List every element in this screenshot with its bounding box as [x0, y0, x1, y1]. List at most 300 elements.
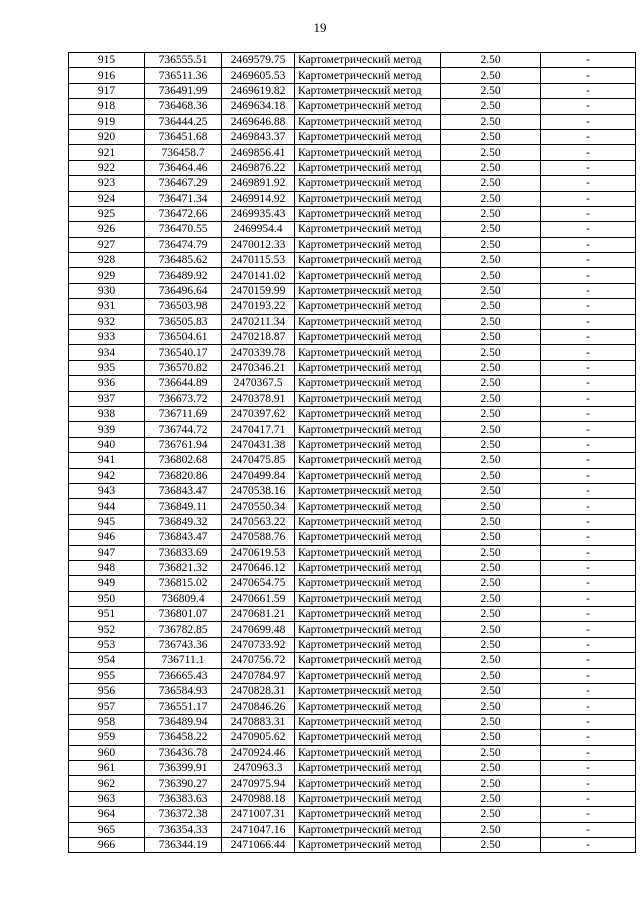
y-coordinate-cell: 2470963.3 — [222, 760, 295, 775]
method-cell: Картометрический метод — [295, 622, 441, 637]
table-row — [69, 222, 636, 237]
y-coordinate-cell: 2470699.48 — [222, 622, 295, 637]
method-cell: Картометрический метод — [295, 145, 441, 160]
accuracy-cell: 2.50 — [441, 545, 541, 560]
method-cell: Картометрический метод — [295, 253, 441, 268]
table-row — [69, 145, 636, 160]
y-coordinate-cell: 2471047.16 — [222, 822, 295, 837]
y-coordinate-cell: 2470475.85 — [222, 453, 295, 468]
description-cell: - — [541, 191, 636, 206]
table-row — [69, 653, 636, 668]
table-row — [69, 283, 636, 298]
description-cell: - — [541, 576, 636, 591]
x-coordinate-cell: 736474.79 — [145, 237, 222, 252]
x-coordinate-cell: 736843.47 — [145, 483, 222, 498]
point-number-cell: 920 — [69, 129, 145, 144]
description-cell: - — [541, 591, 636, 606]
y-coordinate-cell: 2470193.22 — [222, 299, 295, 314]
method-cell: Картометрический метод — [295, 545, 441, 560]
point-number-cell: 957 — [69, 699, 145, 714]
accuracy-cell: 2.50 — [441, 268, 541, 283]
point-number-cell: 931 — [69, 299, 145, 314]
description-cell: - — [541, 145, 636, 160]
description-cell: - — [541, 607, 636, 622]
point-number-cell: 942 — [69, 468, 145, 483]
x-coordinate-cell: 736383.63 — [145, 791, 222, 806]
x-coordinate-cell: 736849.32 — [145, 514, 222, 529]
point-number-cell: 963 — [69, 791, 145, 806]
description-cell: - — [541, 53, 636, 68]
description-cell: - — [541, 730, 636, 745]
method-cell: Картометрический метод — [295, 499, 441, 514]
x-coordinate-cell: 736470.55 — [145, 222, 222, 237]
accuracy-cell: 2.50 — [441, 283, 541, 298]
description-cell: - — [541, 99, 636, 114]
x-coordinate-cell: 736665.43 — [145, 668, 222, 683]
description-cell: - — [541, 360, 636, 375]
point-number-cell: 941 — [69, 453, 145, 468]
x-coordinate-cell: 736743.36 — [145, 637, 222, 652]
description-cell: - — [541, 176, 636, 191]
x-coordinate-cell: 736849.11 — [145, 499, 222, 514]
point-number-cell: 949 — [69, 576, 145, 591]
accuracy-cell: 2.50 — [441, 453, 541, 468]
method-cell: Картометрический метод — [295, 83, 441, 98]
point-number-cell: 916 — [69, 68, 145, 83]
description-cell: - — [541, 745, 636, 760]
x-coordinate-cell: 736815.02 — [145, 576, 222, 591]
accuracy-cell: 2.50 — [441, 391, 541, 406]
page-number: 19 — [313, 20, 327, 35]
table-row — [69, 776, 636, 791]
table-row — [69, 129, 636, 144]
method-cell: Картометрический метод — [295, 637, 441, 652]
point-number-cell: 965 — [69, 822, 145, 837]
method-cell: Картометрический метод — [295, 607, 441, 622]
y-coordinate-cell: 2469646.88 — [222, 114, 295, 129]
accuracy-cell: 2.50 — [441, 576, 541, 591]
table-row — [69, 714, 636, 729]
method-cell: Картометрический метод — [295, 268, 441, 283]
method-cell: Картометрический метод — [295, 406, 441, 421]
point-number-cell: 966 — [69, 837, 145, 852]
accuracy-cell: 2.50 — [441, 530, 541, 545]
method-cell: Картометрический метод — [295, 453, 441, 468]
y-coordinate-cell: 2470619.53 — [222, 545, 295, 560]
table-row — [69, 591, 636, 606]
point-number-cell: 939 — [69, 422, 145, 437]
description-cell: - — [541, 791, 636, 806]
method-cell: Картометрический метод — [295, 668, 441, 683]
x-coordinate-cell: 736489.92 — [145, 268, 222, 283]
x-coordinate-cell: 736372.38 — [145, 807, 222, 822]
description-cell: - — [541, 483, 636, 498]
x-coordinate-cell: 736644.89 — [145, 376, 222, 391]
x-coordinate-cell: 736464.46 — [145, 160, 222, 175]
x-coordinate-cell: 736390.27 — [145, 776, 222, 791]
description-cell: - — [541, 391, 636, 406]
method-cell: Картометрический метод — [295, 560, 441, 575]
method-cell: Картометрический метод — [295, 314, 441, 329]
point-number-cell: 961 — [69, 760, 145, 775]
description-cell: - — [541, 653, 636, 668]
method-cell: Картометрический метод — [295, 807, 441, 822]
accuracy-cell: 2.50 — [441, 684, 541, 699]
x-coordinate-cell: 736801.07 — [145, 607, 222, 622]
accuracy-cell: 2.50 — [441, 83, 541, 98]
y-coordinate-cell: 2470828.31 — [222, 684, 295, 699]
point-number-cell: 927 — [69, 237, 145, 252]
table-row — [69, 406, 636, 421]
description-cell: - — [541, 268, 636, 283]
table-row — [69, 730, 636, 745]
y-coordinate-cell: 2469954.4 — [222, 222, 295, 237]
point-number-cell: 928 — [69, 253, 145, 268]
point-number-cell: 926 — [69, 222, 145, 237]
x-coordinate-cell: 736584.93 — [145, 684, 222, 699]
description-cell: - — [541, 345, 636, 360]
table-row — [69, 160, 636, 175]
table-row — [69, 483, 636, 498]
method-cell: Картометрический метод — [295, 576, 441, 591]
x-coordinate-cell: 736782.85 — [145, 622, 222, 637]
accuracy-cell: 2.50 — [441, 699, 541, 714]
method-cell: Картометрический метод — [295, 745, 441, 760]
table-row — [69, 437, 636, 452]
x-coordinate-cell: 736496.64 — [145, 283, 222, 298]
accuracy-cell: 2.50 — [441, 607, 541, 622]
table-row — [69, 53, 636, 68]
accuracy-cell: 2.50 — [441, 191, 541, 206]
method-cell: Картометрический метод — [295, 468, 441, 483]
point-number-cell: 930 — [69, 283, 145, 298]
method-cell: Картометрический метод — [295, 237, 441, 252]
method-cell: Картометрический метод — [295, 283, 441, 298]
table-row — [69, 576, 636, 591]
y-coordinate-cell: 2470397.62 — [222, 406, 295, 421]
y-coordinate-cell: 2470367.5 — [222, 376, 295, 391]
table-row — [69, 499, 636, 514]
y-coordinate-cell: 2470431.38 — [222, 437, 295, 452]
point-number-cell: 952 — [69, 622, 145, 637]
point-number-cell: 951 — [69, 607, 145, 622]
x-coordinate-cell: 736458.22 — [145, 730, 222, 745]
point-number-cell: 936 — [69, 376, 145, 391]
coordinates-table — [68, 52, 636, 853]
description-cell: - — [541, 114, 636, 129]
accuracy-cell: 2.50 — [441, 253, 541, 268]
y-coordinate-cell: 2470975.94 — [222, 776, 295, 791]
y-coordinate-cell: 2470417.71 — [222, 422, 295, 437]
table-row — [69, 468, 636, 483]
method-cell: Картометрический метод — [295, 760, 441, 775]
accuracy-cell: 2.50 — [441, 837, 541, 852]
method-cell: Картометрический метод — [295, 437, 441, 452]
description-cell: - — [541, 530, 636, 545]
x-coordinate-cell: 736451.68 — [145, 129, 222, 144]
y-coordinate-cell: 2469579.75 — [222, 53, 295, 68]
y-coordinate-cell: 2470846.26 — [222, 699, 295, 714]
point-number-cell: 938 — [69, 406, 145, 421]
accuracy-cell: 2.50 — [441, 99, 541, 114]
accuracy-cell: 2.50 — [441, 791, 541, 806]
y-coordinate-cell: 2470924.46 — [222, 745, 295, 760]
description-cell: - — [541, 684, 636, 699]
accuracy-cell: 2.50 — [441, 206, 541, 221]
table-row — [69, 514, 636, 529]
accuracy-cell: 2.50 — [441, 160, 541, 175]
x-coordinate-cell: 736761.94 — [145, 437, 222, 452]
table-row — [69, 545, 636, 560]
y-coordinate-cell: 2469856.41 — [222, 145, 295, 160]
description-cell: - — [541, 468, 636, 483]
point-number-cell: 950 — [69, 591, 145, 606]
description-cell: - — [541, 376, 636, 391]
accuracy-cell: 2.50 — [441, 437, 541, 452]
x-coordinate-cell: 736503.98 — [145, 299, 222, 314]
table-row — [69, 637, 636, 652]
description-cell: - — [541, 560, 636, 575]
method-cell: Картометрический метод — [295, 776, 441, 791]
x-coordinate-cell: 736354.33 — [145, 822, 222, 837]
accuracy-cell: 2.50 — [441, 760, 541, 775]
method-cell: Картометрический метод — [295, 822, 441, 837]
accuracy-cell: 2.50 — [441, 345, 541, 360]
description-cell: - — [541, 699, 636, 714]
accuracy-cell: 2.50 — [441, 822, 541, 837]
accuracy-cell: 2.50 — [441, 53, 541, 68]
x-coordinate-cell: 736809.4 — [145, 591, 222, 606]
accuracy-cell: 2.50 — [441, 807, 541, 822]
description-cell: - — [541, 668, 636, 683]
description-cell: - — [541, 514, 636, 529]
method-cell: Картометрический метод — [295, 53, 441, 68]
description-cell: - — [541, 622, 636, 637]
method-cell: Картометрический метод — [295, 514, 441, 529]
accuracy-cell: 2.50 — [441, 422, 541, 437]
y-coordinate-cell: 2470378.91 — [222, 391, 295, 406]
x-coordinate-cell: 736485.62 — [145, 253, 222, 268]
point-number-cell: 918 — [69, 99, 145, 114]
table-row — [69, 345, 636, 360]
accuracy-cell: 2.50 — [441, 653, 541, 668]
table-row — [69, 314, 636, 329]
description-cell: - — [541, 129, 636, 144]
x-coordinate-cell: 736673.72 — [145, 391, 222, 406]
x-coordinate-cell: 736821.32 — [145, 560, 222, 575]
method-cell: Картометрический метод — [295, 176, 441, 191]
table-row — [69, 237, 636, 252]
accuracy-cell: 2.50 — [441, 591, 541, 606]
x-coordinate-cell: 736489.94 — [145, 714, 222, 729]
x-coordinate-cell: 736491.99 — [145, 83, 222, 98]
accuracy-cell: 2.50 — [441, 637, 541, 652]
method-cell: Картометрический метод — [295, 591, 441, 606]
x-coordinate-cell: 736511.36 — [145, 68, 222, 83]
point-number-cell: 953 — [69, 637, 145, 652]
accuracy-cell: 2.50 — [441, 114, 541, 129]
method-cell: Картометрический метод — [295, 699, 441, 714]
x-coordinate-cell: 736472.66 — [145, 206, 222, 221]
description-cell: - — [541, 822, 636, 837]
table-row — [69, 745, 636, 760]
table-row — [69, 299, 636, 314]
x-coordinate-cell: 736471.34 — [145, 191, 222, 206]
y-coordinate-cell: 2470346.21 — [222, 360, 295, 375]
point-number-cell: 960 — [69, 745, 145, 760]
y-coordinate-cell: 2470339.78 — [222, 345, 295, 360]
method-cell: Картометрический метод — [295, 68, 441, 83]
table-row — [69, 622, 636, 637]
y-coordinate-cell: 2469935.43 — [222, 206, 295, 221]
accuracy-cell: 2.50 — [441, 376, 541, 391]
method-cell: Картометрический метод — [295, 483, 441, 498]
table-row — [69, 422, 636, 437]
accuracy-cell: 2.50 — [441, 483, 541, 498]
table-row — [69, 376, 636, 391]
x-coordinate-cell: 736744.72 — [145, 422, 222, 437]
point-number-cell: 937 — [69, 391, 145, 406]
accuracy-cell: 2.50 — [441, 468, 541, 483]
method-cell: Картометрический метод — [295, 653, 441, 668]
method-cell: Картометрический метод — [295, 160, 441, 175]
y-coordinate-cell: 2470499.84 — [222, 468, 295, 483]
y-coordinate-cell: 2469891.92 — [222, 176, 295, 191]
point-number-cell: 958 — [69, 714, 145, 729]
x-coordinate-cell: 736843.47 — [145, 530, 222, 545]
table-row — [69, 453, 636, 468]
accuracy-cell: 2.50 — [441, 745, 541, 760]
accuracy-cell: 2.50 — [441, 299, 541, 314]
accuracy-cell: 2.50 — [441, 360, 541, 375]
x-coordinate-cell: 736570.82 — [145, 360, 222, 375]
method-cell: Картометрический метод — [295, 391, 441, 406]
method-cell: Картометрический метод — [295, 345, 441, 360]
description-cell: - — [541, 83, 636, 98]
description-cell: - — [541, 422, 636, 437]
method-cell: Картометрический метод — [295, 530, 441, 545]
description-cell: - — [541, 837, 636, 852]
y-coordinate-cell: 2470756.72 — [222, 653, 295, 668]
y-coordinate-cell: 2470538.16 — [222, 483, 295, 498]
y-coordinate-cell: 2470115.53 — [222, 253, 295, 268]
point-number-cell: 917 — [69, 83, 145, 98]
point-number-cell: 959 — [69, 730, 145, 745]
method-cell: Картометрический метод — [295, 191, 441, 206]
description-cell: - — [541, 714, 636, 729]
x-coordinate-cell: 736551.17 — [145, 699, 222, 714]
y-coordinate-cell: 2469876.22 — [222, 160, 295, 175]
x-coordinate-cell: 736504.61 — [145, 330, 222, 345]
y-coordinate-cell: 2470733.92 — [222, 637, 295, 652]
description-cell: - — [541, 545, 636, 560]
table-row — [69, 699, 636, 714]
table-row — [69, 253, 636, 268]
description-cell: - — [541, 807, 636, 822]
table-row — [69, 807, 636, 822]
y-coordinate-cell: 2470218.87 — [222, 330, 295, 345]
method-cell: Картометрический метод — [295, 129, 441, 144]
y-coordinate-cell: 2470654.75 — [222, 576, 295, 591]
point-number-cell: 919 — [69, 114, 145, 129]
description-cell: - — [541, 253, 636, 268]
point-number-cell: 924 — [69, 191, 145, 206]
point-number-cell: 922 — [69, 160, 145, 175]
point-number-cell: 940 — [69, 437, 145, 452]
table-row — [69, 206, 636, 221]
y-coordinate-cell: 2470784.97 — [222, 668, 295, 683]
description-cell: - — [541, 776, 636, 791]
point-number-cell: 948 — [69, 560, 145, 575]
point-number-cell: 962 — [69, 776, 145, 791]
point-number-cell: 946 — [69, 530, 145, 545]
point-number-cell: 921 — [69, 145, 145, 160]
y-coordinate-cell: 2470681.21 — [222, 607, 295, 622]
description-cell: - — [541, 206, 636, 221]
x-coordinate-cell: 736467.29 — [145, 176, 222, 191]
accuracy-cell: 2.50 — [441, 406, 541, 421]
y-coordinate-cell: 2470012.33 — [222, 237, 295, 252]
description-cell: - — [541, 406, 636, 421]
point-number-cell: 947 — [69, 545, 145, 560]
point-number-cell: 934 — [69, 345, 145, 360]
x-coordinate-cell: 736344.19 — [145, 837, 222, 852]
description-cell: - — [541, 437, 636, 452]
table-row — [69, 837, 636, 852]
table-row — [69, 191, 636, 206]
point-number-cell: 964 — [69, 807, 145, 822]
table-row — [69, 607, 636, 622]
accuracy-cell: 2.50 — [441, 237, 541, 252]
description-cell: - — [541, 499, 636, 514]
accuracy-cell: 2.50 — [441, 730, 541, 745]
x-coordinate-cell: 736555.51 — [145, 53, 222, 68]
point-number-cell: 925 — [69, 206, 145, 221]
method-cell: Картометрический метод — [295, 684, 441, 699]
accuracy-cell: 2.50 — [441, 668, 541, 683]
method-cell: Картометрический метод — [295, 114, 441, 129]
y-coordinate-cell: 2470646.12 — [222, 560, 295, 575]
accuracy-cell: 2.50 — [441, 499, 541, 514]
y-coordinate-cell: 2469634.18 — [222, 99, 295, 114]
point-number-cell: 944 — [69, 499, 145, 514]
y-coordinate-cell: 2470159.99 — [222, 283, 295, 298]
y-coordinate-cell: 2470883.31 — [222, 714, 295, 729]
method-cell: Картометрический метод — [295, 206, 441, 221]
method-cell: Картометрический метод — [295, 99, 441, 114]
table-row — [69, 391, 636, 406]
description-cell: - — [541, 237, 636, 252]
y-coordinate-cell: 2470905.62 — [222, 730, 295, 745]
table-row — [69, 822, 636, 837]
table-row — [69, 360, 636, 375]
description-cell: - — [541, 760, 636, 775]
x-coordinate-cell: 736833.69 — [145, 545, 222, 560]
point-number-cell: 945 — [69, 514, 145, 529]
y-coordinate-cell: 2470563.22 — [222, 514, 295, 529]
y-coordinate-cell: 2469605.53 — [222, 68, 295, 83]
method-cell: Картометрический метод — [295, 837, 441, 852]
description-cell: - — [541, 314, 636, 329]
table-row — [69, 114, 636, 129]
accuracy-cell: 2.50 — [441, 514, 541, 529]
x-coordinate-cell: 736711.1 — [145, 653, 222, 668]
y-coordinate-cell: 2470211.34 — [222, 314, 295, 329]
table-row — [69, 668, 636, 683]
x-coordinate-cell: 736711.69 — [145, 406, 222, 421]
description-cell: - — [541, 68, 636, 83]
y-coordinate-cell: 2471007.31 — [222, 807, 295, 822]
